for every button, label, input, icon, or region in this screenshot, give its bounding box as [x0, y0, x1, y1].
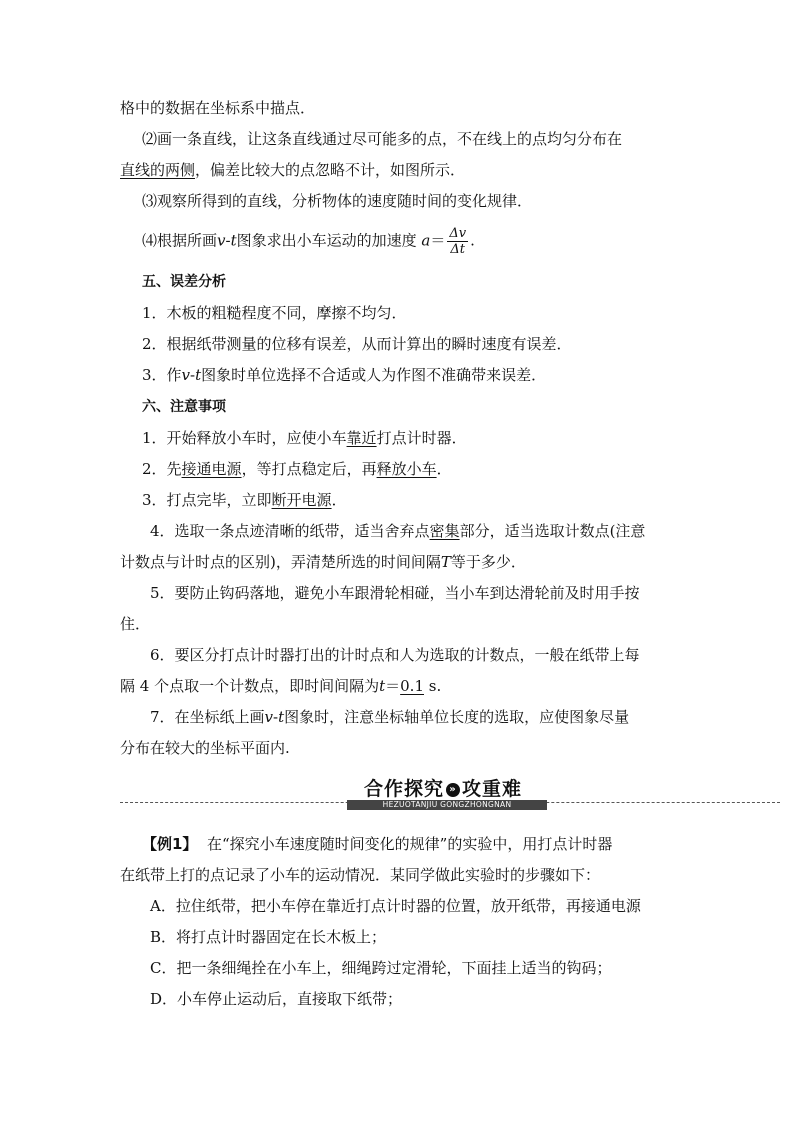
- example-label: 【例1】: [142, 835, 198, 853]
- list-item: 1．开始释放小车时，应使小车靠近打点计时器．: [142, 429, 467, 447]
- example-line: 【例1】 在“探究小车速度随时间变化的规律”的实验中，用打点计时器: [142, 835, 613, 853]
- text-line: 在纸带上打的点记录了小车的运动情况．某同学做此实验时的步骤如下：: [120, 866, 601, 884]
- banner-pinyin: HEZUOTANJIU GONGZHONGNAN: [347, 800, 547, 810]
- underlined-text: 0.1: [400, 677, 424, 695]
- section-heading: 五、误差分析: [142, 274, 226, 290]
- text-line: 分布在较大的坐标平面内.: [120, 739, 290, 757]
- text-line: ⑷根据所画v-t图象求出小车运动的加速度 a＝ $\frac{\Delta v}{\Delta t}$ .: [142, 226, 475, 257]
- list-item: 2．先接通电源，等打点稳定后，再释放小车．: [142, 460, 452, 478]
- list-item: 1．木板的粗糙程度不同，摩擦不均匀．: [142, 304, 407, 322]
- text-line: 格中的数据在坐标系中描点．: [120, 99, 316, 117]
- underlined-text: 靠近: [346, 429, 377, 447]
- section-banner: [120, 772, 780, 812]
- text-line: ⑵画一条直线，让这条直线通过尽可能多的点，不在线上的点均匀分布在: [142, 130, 623, 148]
- underlined-text: 密集: [429, 522, 460, 540]
- option-a: A．拉住纸带，把小车停在靠近打点计时器的位置，放开纸带，再接通电源: [150, 897, 641, 915]
- text-line: 直线的两侧，偏差比较大的点忽略不计，如图所示．: [120, 161, 466, 179]
- option-b: B．将打点计时器固定在长木板上；: [150, 928, 387, 946]
- acceleration-fraction: $\frac{\Delta v}{\Delta t}$: [449, 226, 467, 257]
- list-item: 6．要区分打点计时器打出的计时点和人为选取的计数点，一般在纸带上每: [150, 646, 640, 664]
- list-item: 4．选取一条点迹清晰的纸带，适当舍弃点密集部分，适当选取计数点(注意: [150, 522, 646, 540]
- underlined-text: 释放小车: [376, 460, 437, 478]
- text-line: 隔 4 个点取一个计数点，即时间间隔为t＝0.1 s.: [120, 677, 442, 695]
- underlined-text: 接通电源: [181, 460, 242, 478]
- list-item: 7．在坐标纸上画v-t图象时，注意坐标轴单位长度的选取，应使图象尽量: [150, 708, 630, 726]
- double-chevron-icon: »: [446, 783, 460, 797]
- option-c: C．把一条细绳拴在小车上，细绳跨过定滑轮，下面挂上适当的钩码；: [150, 959, 612, 977]
- banner-title: 合作探究 » 攻重难: [358, 774, 528, 801]
- text-line: 计数点与计时点的区别)，弄清楚所选的时间间隔T等于多少．: [120, 553, 526, 571]
- list-item: 5．要防止钩码落地，避免小车跟滑轮相碰，当小车到达滑轮前及时用手按: [150, 584, 640, 602]
- section-heading: 六、注意事项: [142, 399, 226, 415]
- underlined-text: 直线的两侧: [120, 161, 196, 179]
- list-item: 3．作v-t图象时单位选择不合适或人为作图不准确带来误差．: [142, 366, 547, 384]
- text-line: 住．: [120, 615, 151, 633]
- underlined-text: 断开电源: [271, 491, 332, 509]
- list-item: 2．根据纸带测量的位移有误差，从而计算出的瞬时速度有误差．: [142, 335, 572, 353]
- option-d: D．小车停止运动后，直接取下纸带；: [150, 990, 403, 1008]
- list-item: 3．打点完毕，立即断开电源．: [142, 491, 347, 509]
- text-line: ⑶观察所得到的直线，分析物体的速度随时间的变化规律．: [142, 192, 533, 210]
